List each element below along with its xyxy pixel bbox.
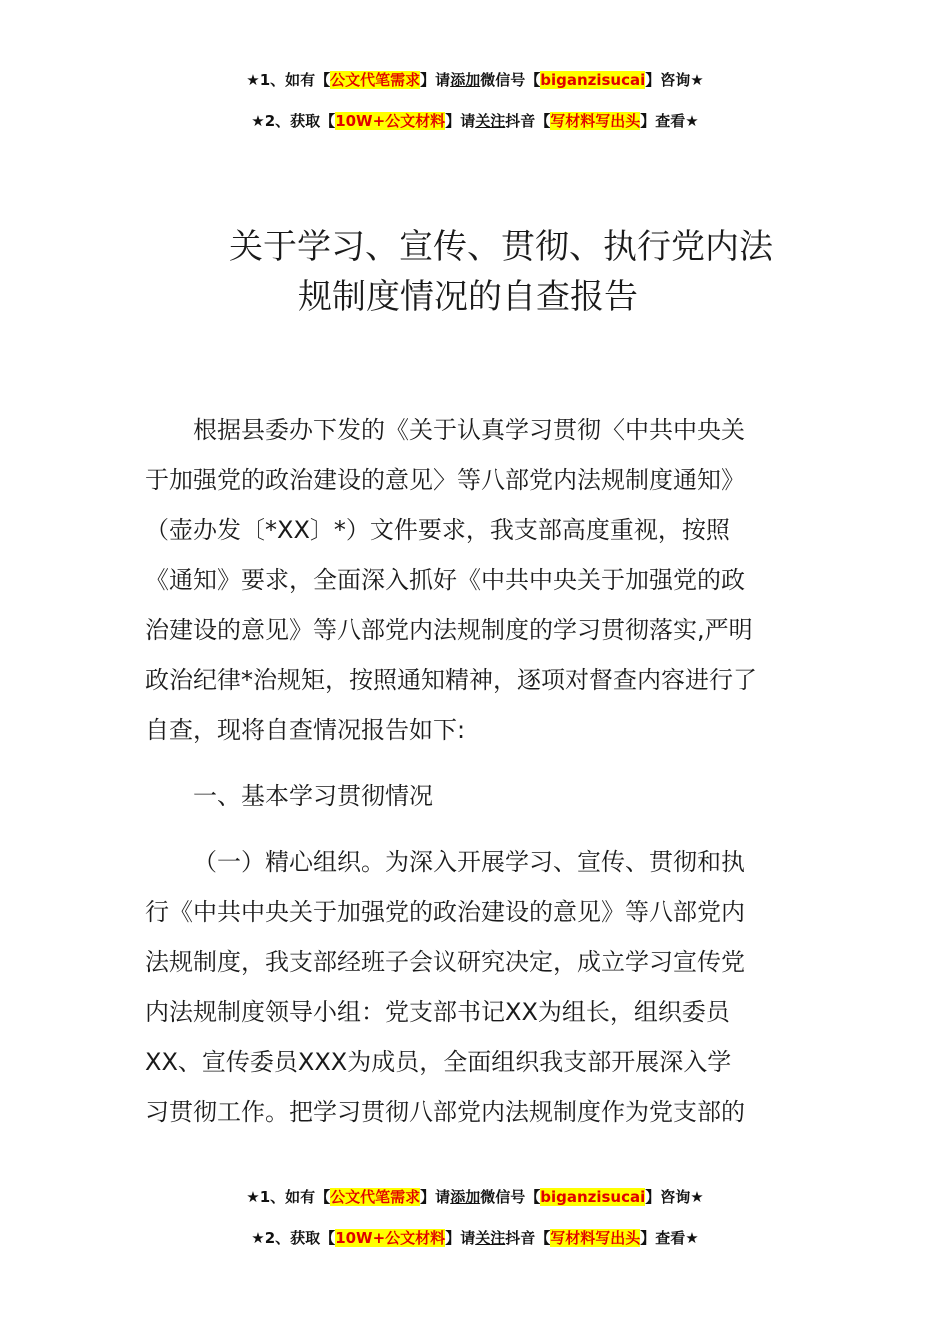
banner-text: 】请 — [420, 1188, 451, 1206]
paragraph-line: 习贯彻工作。把学习贯彻八部党内法规制度作为党支部的 — [145, 1098, 745, 1126]
paragraph-line: 自查，现将自查情况报告如下: — [145, 716, 466, 744]
paragraph-line: （壶办发〔*XX〕*）文件要求，我支部高度重视，按照 — [145, 516, 730, 544]
banner-highlight: biganzisucai — [540, 1188, 646, 1206]
banner-underline: 添加 — [450, 1188, 481, 1206]
banner-prefix: ★1、如有【 — [246, 71, 331, 89]
paragraph-line: 内法规制度领导小组：党支部书记XX为组长，组织委员 — [145, 998, 730, 1026]
banner-text: 微信号【 — [480, 71, 541, 89]
banner-highlight: 公文代笔需求 — [330, 71, 421, 89]
paragraph-line: 治建设的意见》等八部党内法规制度的学习贯彻落实,严明 — [145, 616, 753, 644]
banner-prefix: ★2、获取【 — [251, 1229, 336, 1247]
banner-highlight: 公文代笔需求 — [330, 1188, 421, 1206]
paragraph-line: XX、宣传委员XXX为成员，全面组织我支部开展深入学 — [145, 1048, 732, 1076]
paragraph-line: 《通知》要求，全面深入抓好《中共中央关于加强党的政 — [145, 566, 745, 594]
banner-highlight: 写材料写出头 — [550, 1229, 641, 1247]
banner-suffix: 】查看★ — [640, 112, 699, 130]
section-heading: 一、基本学习贯彻情况 — [193, 782, 433, 810]
banner-text: 抖音【 — [505, 1229, 551, 1247]
banner-underline: 关注 — [475, 1229, 506, 1247]
banner-text: 微信号【 — [480, 1188, 541, 1206]
paragraph-line: 法规制度，我支部经班子会议研究决定，成立学习宣传党 — [145, 948, 745, 976]
bottom-banner-line-1 — [0, 1187, 950, 1207]
banner-suffix: 】咨询★ — [645, 71, 704, 89]
banner-text: 】请 — [420, 71, 451, 89]
top-banner-line-1 — [0, 70, 950, 90]
banner-text: 】请 — [445, 112, 476, 130]
paragraph-line: 于加强党的政治建设的意见〉等八部党内法规制度通知》 — [145, 466, 745, 494]
banner-underline: 添加 — [450, 71, 481, 89]
banner-highlight: 10W+公文材料 — [335, 112, 446, 130]
top-banner-line-2 — [0, 111, 950, 131]
paragraph-line: 根据县委办下发的《关于认真学习贯彻〈中共中央关 — [193, 416, 745, 444]
banner-suffix: 】查看★ — [640, 1229, 699, 1247]
paragraph-line: （一）精心组织。为深入开展学习、宣传、贯彻和执 — [193, 848, 745, 876]
banner-prefix: ★2、获取【 — [251, 112, 336, 130]
banner-text: 抖音【 — [505, 112, 551, 130]
banner-highlight: 10W+公文材料 — [335, 1229, 446, 1247]
banner-underline: 关注 — [475, 112, 506, 130]
banner-highlight: 写材料写出头 — [550, 112, 641, 130]
banner-suffix: 】咨询★ — [645, 1188, 704, 1206]
banner-text: 】请 — [445, 1229, 476, 1247]
banner-highlight: biganzisucai — [540, 71, 646, 89]
document-title-line-1: 关于学习、宣传、贯彻、执行党内法 — [229, 227, 773, 267]
banner-prefix: ★1、如有【 — [246, 1188, 331, 1206]
document-title-line-2: 规制度情况的自查报告 — [298, 277, 638, 317]
paragraph-line: 政治纪律*治规矩，按照通知精神，逐项对督查内容进行了 — [145, 666, 757, 694]
paragraph-line: 行《中共中央关于加强党的政治建设的意见》等八部党内 — [145, 898, 745, 926]
bottom-banner-line-2 — [0, 1228, 950, 1248]
